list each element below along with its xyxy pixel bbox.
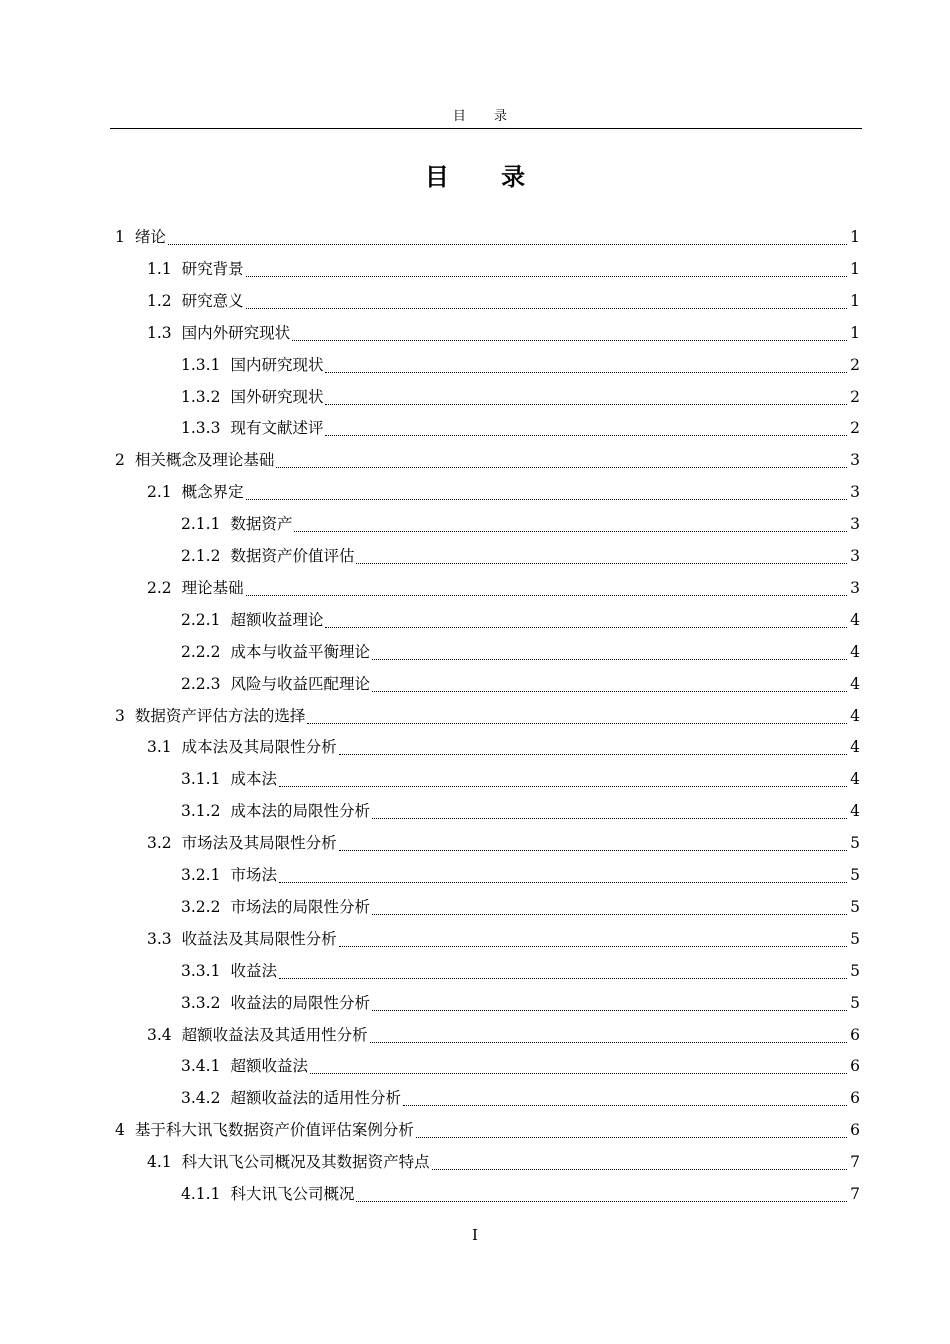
toc-entry[interactable] [147,253,860,285]
dot-leader [356,1200,847,1202]
toc-entry-page: 4 [850,770,860,789]
toc-entry-number: 1.3.3 [181,419,221,438]
toc-entry-title: 超额收益法的适用性分析 [230,1089,401,1108]
toc-entry[interactable] [147,285,860,317]
toc-entry[interactable] [181,636,860,668]
toc-entry-page: 5 [850,897,860,916]
toc-entry[interactable] [115,221,860,253]
toc-entry-title: 国外研究现状 [230,387,324,406]
toc-entry-page: 2 [850,419,860,438]
toc-entry[interactable] [181,891,860,923]
toc-entry-title: 超额收益法及其适用性分析 [181,1025,368,1044]
toc-entry[interactable] [147,731,860,763]
toc-entry-number: 3.3.2 [181,993,221,1012]
dot-leader [279,977,847,979]
toc-entry-number: 3.4 [147,1025,172,1044]
dot-leader [246,275,847,277]
toc-entry-title: 超额收益法 [230,1057,308,1076]
toc-entry-title: 市场法的局限性分析 [230,897,370,916]
toc-entry-page: 4 [850,706,860,725]
dot-leader [339,945,847,947]
toc-entry-title: 相关概念及理论基础 [134,451,275,470]
toc-entry-number: 3.2 [147,834,172,853]
toc-entry[interactable] [181,1082,860,1114]
toc-entry-page: 6 [850,1057,860,1076]
dot-leader [372,817,847,819]
dot-leader [168,243,847,245]
toc-entry-page: 5 [850,993,860,1012]
toc-entry-page: 4 [850,610,860,629]
toc-entry-page: 7 [850,1153,860,1172]
toc-entry-title: 收益法及其局限性分析 [181,929,337,948]
dot-leader [279,881,847,883]
dot-leader [339,849,847,851]
toc-entry-page: 6 [850,1089,860,1108]
toc-entry-title: 概念界定 [181,483,244,502]
toc-entry-page: 1 [850,228,860,246]
toc-entry-number: 1 [115,228,125,246]
toc-entry-number: 4.1 [147,1153,172,1172]
dot-leader [325,371,847,373]
toc-entry-page: 3 [850,547,860,565]
toc-entry-number: 2.2.3 [181,674,221,693]
toc-entry[interactable] [181,540,860,572]
toc-entry[interactable] [181,859,860,891]
toc-entry-number: 2.1.2 [181,547,221,565]
toc-entry-title: 数据资产评估方法的选择 [134,706,306,725]
toc-entry[interactable] [181,955,860,987]
toc-entry[interactable] [147,476,860,508]
page-title: 目 录 [424,163,548,191]
toc-entry-number: 1.3.1 [181,355,221,374]
toc-entry[interactable] [181,604,860,636]
toc-entry-title: 风险与收益匹配理论 [230,674,370,693]
toc-entry-page: 5 [850,929,860,948]
dot-leader [246,594,847,596]
toc-entry-number: 3.1 [147,738,172,757]
dot-leader [372,658,847,660]
dot-leader [372,690,847,692]
toc-entry-page: 6 [850,1025,860,1044]
toc-entry[interactable] [147,317,860,349]
toc-entry-title: 现有文献述评 [230,419,324,438]
toc-entry-number: 2.1 [147,483,172,502]
running-header: 目 录 [452,109,520,124]
toc-entry-page: 2 [850,355,860,374]
dot-leader [292,339,847,341]
header-rule [110,128,862,129]
toc-entry-number: 4.1.1 [181,1185,221,1203]
toc-entry[interactable] [147,923,860,955]
dot-leader [325,403,847,405]
toc-entry-title: 理论基础 [181,578,244,597]
toc-entry[interactable] [115,444,860,476]
toc-entry[interactable] [147,827,860,859]
toc-entry-page: 5 [850,961,860,980]
toc-entry-number: 1.2 [147,291,172,310]
toc-entry[interactable] [181,795,860,827]
toc-entry[interactable] [115,700,860,732]
toc-entry[interactable] [181,1050,860,1082]
toc-entry-title: 研究背景 [181,259,244,278]
toc-entry-page: 4 [850,738,860,757]
toc-entry-page: 6 [850,1121,860,1140]
dot-leader [310,1072,847,1074]
toc-entry-number: 1.1 [147,259,172,278]
toc-entry-number: 3.3 [147,929,172,948]
toc-entry-title: 科大讯飞公司概况 [230,1185,355,1203]
dot-leader [276,466,847,468]
toc-entry-number: 3.4.2 [181,1089,221,1108]
toc-entry[interactable] [147,1019,860,1051]
toc-entry[interactable] [147,572,860,604]
toc-entry-page: 3 [850,451,860,470]
dot-leader [325,626,847,628]
toc-entry-page: 1 [850,323,860,342]
toc-entry-title: 国内外研究现状 [181,323,291,342]
toc-entry-number: 3.4.1 [181,1057,221,1076]
toc-entry-title: 成本法 [230,770,277,789]
toc-entry-title: 市场法及其局限性分析 [181,834,337,853]
toc-entry-title: 成本法的局限性分析 [230,802,370,821]
dot-leader [339,753,847,755]
toc-entry-number: 3.2.1 [181,866,221,884]
dot-leader [294,530,847,532]
toc-entry-page: 3 [850,483,860,502]
toc-entry[interactable] [181,381,860,413]
toc-entry-page: 3 [850,578,860,597]
dot-leader [372,1009,847,1011]
toc-entry-number: 2.2.2 [181,642,221,661]
dot-leader [416,1136,847,1138]
toc-entry[interactable] [181,508,860,540]
toc-entry-title: 市场法 [230,866,277,884]
toc-entry[interactable] [181,412,860,444]
toc-entry-number: 3.2.2 [181,897,221,916]
toc-entry-page: 2 [850,387,860,406]
toc-entry-title: 数据资产价值评估 [230,547,355,565]
toc-entry-page: 3 [850,515,860,534]
page-number: I [472,1226,478,1244]
toc-entry-title: 收益法 [230,961,277,980]
toc-entry-title: 收益法的局限性分析 [230,993,370,1012]
dot-leader [279,785,847,787]
toc-entry-title: 研究意义 [181,291,244,310]
toc-entry[interactable] [181,987,860,1019]
dot-leader [372,913,847,915]
toc-entry[interactable] [181,349,860,381]
toc-entry-title: 超额收益理论 [230,610,324,629]
dot-leader [325,434,847,436]
toc-entry-title: 绪论 [134,228,166,246]
toc-entry-number: 2 [115,451,125,470]
dot-leader [307,722,847,724]
toc-entry-title: 国内研究现状 [230,355,324,374]
toc-entry-title: 成本与收益平衡理论 [230,642,370,661]
toc-entry[interactable] [181,668,860,700]
toc-entry-number: 2.2.1 [181,610,221,629]
toc-entry-page: 4 [850,642,860,661]
toc-entry-number: 2.1.1 [181,515,221,534]
toc-entry-page: 1 [850,291,860,310]
toc-entry-page: 7 [850,1185,860,1203]
toc-entry-title: 科大讯飞公司概况及其数据资产特点 [181,1153,430,1172]
toc-entry-page: 4 [850,802,860,821]
toc-entry[interactable] [147,1146,860,1178]
toc-entry-title: 数据资产 [230,515,293,534]
dot-leader [403,1104,847,1106]
toc-entry-title: 成本法及其局限性分析 [181,738,337,757]
toc-entry[interactable] [181,1178,860,1210]
dot-leader [246,498,847,500]
toc-entry-number: 3 [115,706,125,725]
toc-entry-page: 5 [850,834,860,853]
dot-leader [356,562,847,564]
dot-leader [246,307,847,309]
toc-entry-title: 基于科大讯飞数据资产价值评估案例分析 [134,1121,414,1140]
toc-entry-number: 2.2 [147,578,172,597]
toc-entry-number: 4 [115,1121,125,1140]
dot-leader [370,1041,847,1043]
toc-entry-number: 3.3.1 [181,961,221,980]
toc-entry[interactable] [181,763,860,795]
toc-entry-page: 1 [850,259,860,278]
dot-leader [432,1168,847,1170]
toc-entry-page: 4 [850,674,860,693]
toc-entry[interactable] [115,1114,860,1146]
toc-entry-number: 3.1.1 [181,770,221,789]
toc-entry-number: 3.1.2 [181,802,221,821]
toc-entry-number: 1.3 [147,323,172,342]
toc-entry-number: 1.3.2 [181,387,221,406]
toc-entry-page: 5 [850,866,860,884]
